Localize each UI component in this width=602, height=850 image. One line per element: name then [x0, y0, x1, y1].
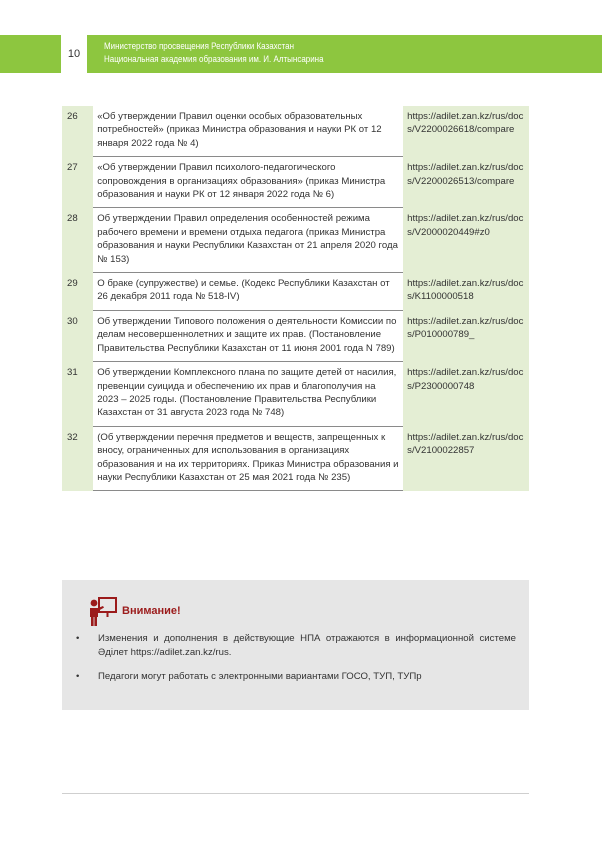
document-link[interactable]: https://adilet.zan.kz/rus/docs/V2100022857: [403, 427, 529, 492]
table-row: [62, 427, 529, 492]
row-number: 31: [62, 362, 93, 427]
bullet: •: [76, 633, 80, 644]
attention-notes: [76, 632, 516, 694]
row-number: 27: [62, 157, 93, 208]
row-number: 32: [62, 427, 93, 492]
table-row: [62, 273, 529, 311]
table-row: [62, 311, 529, 362]
document-link[interactable]: https://adilet.zan.kz/rus/docs/V2200026513/compare: [403, 157, 529, 208]
document-link[interactable]: https://adilet.zan.kz/rus/docs/V2200026618/compare: [403, 106, 529, 157]
note-text: Изменения и дополнения в действующие НПА отражаются в информационной системе Әділет https://adilet.zan.kz/rus.: [98, 633, 516, 658]
note-text: Педагоги могут работать с электронными вариантами ГОСО, ТУП, ТУПр: [98, 671, 422, 682]
page-number: 10: [61, 35, 87, 73]
table-row: [62, 106, 529, 157]
table-row: [62, 362, 529, 427]
row-number: 30: [62, 311, 93, 362]
footer-divider: [62, 793, 529, 794]
attention-title: Внимание!: [122, 605, 181, 617]
document-link[interactable]: https://adilet.zan.kz/rus/docs/P2300000748: [403, 362, 529, 427]
document-link[interactable]: https://adilet.zan.kz/rus/docs/K1100000518: [403, 273, 529, 311]
bullet: •: [76, 671, 80, 682]
document-title: Об утверждении Правил определения особенностей режима рабочего времени и времени отдыха педагога (приказ Министра образования и науки Республики Казахстан от 21 апреля 2020 года № 153): [93, 208, 403, 273]
header-bar: [0, 35, 602, 73]
document-title: Об утверждении Комплексного плана по защите детей от насилия, превенции суицида и обеспечению их прав и благополучия на 2023 – 2025 годы. (Постановление Правительства Республики Казахстан от 31 августа 2023 года № 748): [93, 362, 403, 427]
document-title: (Об утверждении перечня предметов и веществ, запрещенных к вносу, ограниченных для использования в организациях образования и на их территориях. Приказ Министра образования и науки Республики Казахстан от 25 мая 2021 года № 235): [93, 427, 403, 492]
document-link[interactable]: https://adilet.zan.kz/rus/docs/V2000020449#z0: [403, 208, 529, 273]
document-title: «Об утверждении Правил оценки особых образовательных потребностей» (приказ Министра образования и науки РК от 12 января 2022 года № 4): [93, 106, 403, 157]
row-number: 29: [62, 273, 93, 311]
note-item: [76, 670, 516, 684]
document-title: Об утверждении Типового положения о деятельности Комиссии по делам несовершеннолетних и защите их прав. (Постановление Правительства Республики Казахстан от 11 июня 2001 года N 789): [93, 311, 403, 362]
laws-table: [62, 106, 529, 491]
header-org-names: [104, 40, 324, 66]
row-number: 26: [62, 106, 93, 157]
document-link[interactable]: https://adilet.zan.kz/rus/docs/P010000789_: [403, 311, 529, 362]
note-item: [76, 632, 516, 660]
row-number: 28: [62, 208, 93, 273]
header-line-ministry: Министерство просвещения Республики Казахстан: [104, 41, 295, 51]
table-row: [62, 157, 529, 208]
document-title: «Об утверждении Правил психолого-педагогического сопровождения в организациях образования» (приказ Министра образования и науки РК от 12 января 2022 года № 6): [93, 157, 403, 208]
attention-box: [62, 580, 529, 710]
teacher-at-board-icon: [88, 596, 118, 628]
header-line-academy: Национальная академия образования им. И. Алтынсарина: [104, 54, 324, 64]
document-title: О браке (супружестве) и семье. (Кодекс Республики Казахстан от 26 декабря 2011 года № 518-IV): [93, 273, 403, 311]
table-row: [62, 208, 529, 273]
